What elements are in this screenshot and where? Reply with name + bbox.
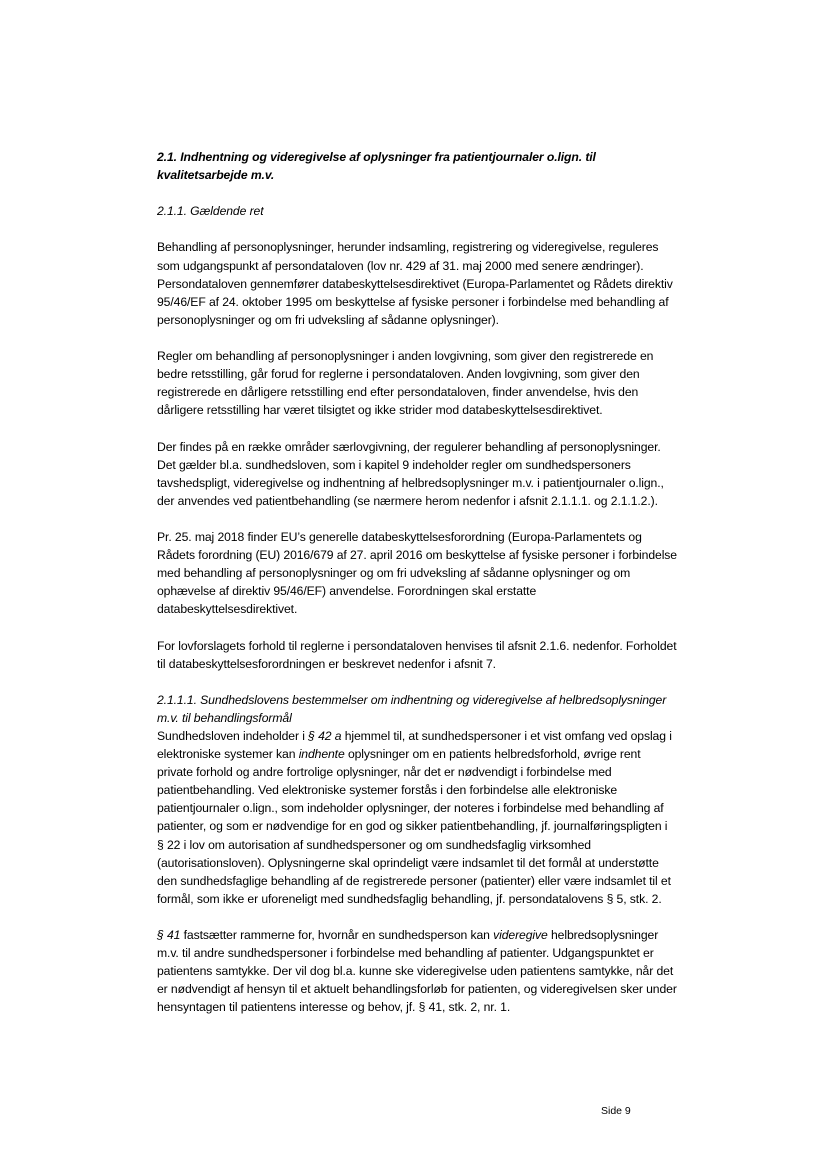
text-run: oplysninger om en patients helbredsforhold, øvrige rent private forhold og andre fortrolige oplysninger, når det er nødvendigt i forbindelse med patientbehandling. Ved elektroniske systemer forstås i den forbindelse alle elektroniske patientjournaler o.lign., som indeholder oplysninger, der noteres i forbindelse med behandling af patienter, og som er nødvendige for en god og sikker patientbehandling, jf. journalføringspligten i § 22 i lov om autorisation af sundhedspersoner og om sundhedsfaglig virksomhed (autorisationsloven). Oplysningerne skal oprindeligt være indsamlet til det formål at understøtte den sundhedsfaglige behandling af de registrerede personer (patienter) eller være indsamlet til et formål, som ikke er uforeneligt med sundhedsfaglig behandling, jf. persondatalovens § 5, stk. 2. <box>157 747 671 906</box>
paragraph <box>157 727 677 908</box>
subsubsection-heading: 2.1.1.1. Sundhedslovens bestemmelser om indhentning og videregivelse af helbredsoplysninger m.v. til behandlingsformål <box>157 692 667 725</box>
section-heading: 2.1. Indhentning og videregivelse af oplysninger fra patientjournaler o.lign. til kvalitetsarbejde m.v. <box>157 150 596 183</box>
text-run: Sundhedsloven indeholder i <box>157 729 309 743</box>
paragraph: Pr. 25. maj 2018 finder EU’s generelle databeskyttelsesforordning (Europa-Parlamentets og Rådets forordning (EU) 2016/679 af 27. april 2016 om beskyttelse af fysiske personer i forbindelse med behandling af personoplysninger og om fri udveksling af sådanne oplysninger og om ophævelse af direktiv 95/46/EF) anvendelse. Forordningen skal erstatte databeskyttelsesdirektivet. <box>157 529 677 617</box>
paragraph <box>157 926 677 1016</box>
text-run: fastsætter rammerne for, hvornår en sundhedsperson kan <box>180 928 494 943</box>
document-page <box>157 148 677 1017</box>
subsection-heading: 2.1.1. Gældende ret <box>157 204 264 219</box>
paragraph: Regler om behandling af personoplysninger i anden lovgivning, som giver den registrerede en bedre retsstilling, går forud for reglerne i persondataloven. Anden lovgivning, som giver den registrerede en dårligere retsstilling end efter persondataloven, finder anvendelse, hvis den dårligere retsstilling har været tilsigtet og ikke strider mod databeskyttelsesdirektivet. <box>157 349 654 418</box>
text-run: helbredsoplysninger m.v. til andre sundhedspersoner i forbindelse med behandling af patienter. Udgangspunktet er patientens samtykke. Der vil dog bl.a. kunne ske videregivelse uden patientens samtykke, når det er nødvendigt af hensyn til et aktuelt behandlingsforløb for patienten, og videregivelsen sker under hensyntagen til patientens interesse og behov, jf. § 41, stk. 2, nr. 1. <box>157 928 677 1015</box>
paragraph: For lovforslagets forhold til reglerne i persondataloven henvises til afsnit 2.1.6. nedenfor. Forholdet til databeskyttelsesforordningen er beskrevet nedenfor i afsnit 7. <box>157 638 677 671</box>
text-run: hjemmel til, at sundhedspersoner i et vist omfang ved opslag i elektroniske systemer kan <box>157 729 672 762</box>
section-reference: § 42 a <box>308 729 342 743</box>
section-reference: § 41 <box>157 928 181 943</box>
page-number: Side 9 <box>601 1105 631 1117</box>
emphasis: indhente <box>298 747 345 762</box>
paragraph: Behandling af personoplysninger, herunder indsamling, registrering og videregivelse, reguleres som udgangspunkt af persondataloven (lov nr. 429 af 31. maj 2000 med senere ændringer). Persondataloven gennemfører databeskyttelsesdirektivet (Europa-Parlamentet og Rådets direktiv 95/46/EF af 24. oktober 1995 om beskyttelse af fysiske personer i forbindelse med behandling af personoplysninger og om fri udveksling af sådanne oplysninger). <box>157 240 673 327</box>
paragraph: Der findes på en række områder særlovgivning, der regulerer behandling af personoplysninger. Det gælder bl.a. sundhedsloven, som i kapitel 9 indeholder regler om sundhedspersoners tavshedspligt, videregivelse og indhentning af helbredsoplysninger m.v. i patientjournaler o.lign., der anvendes ved patientbehandling (se nærmere herom nedenfor i afsnit 2.1.1.1. og 2.1.1.2.). <box>157 439 664 508</box>
emphasis: videregive <box>493 928 548 943</box>
